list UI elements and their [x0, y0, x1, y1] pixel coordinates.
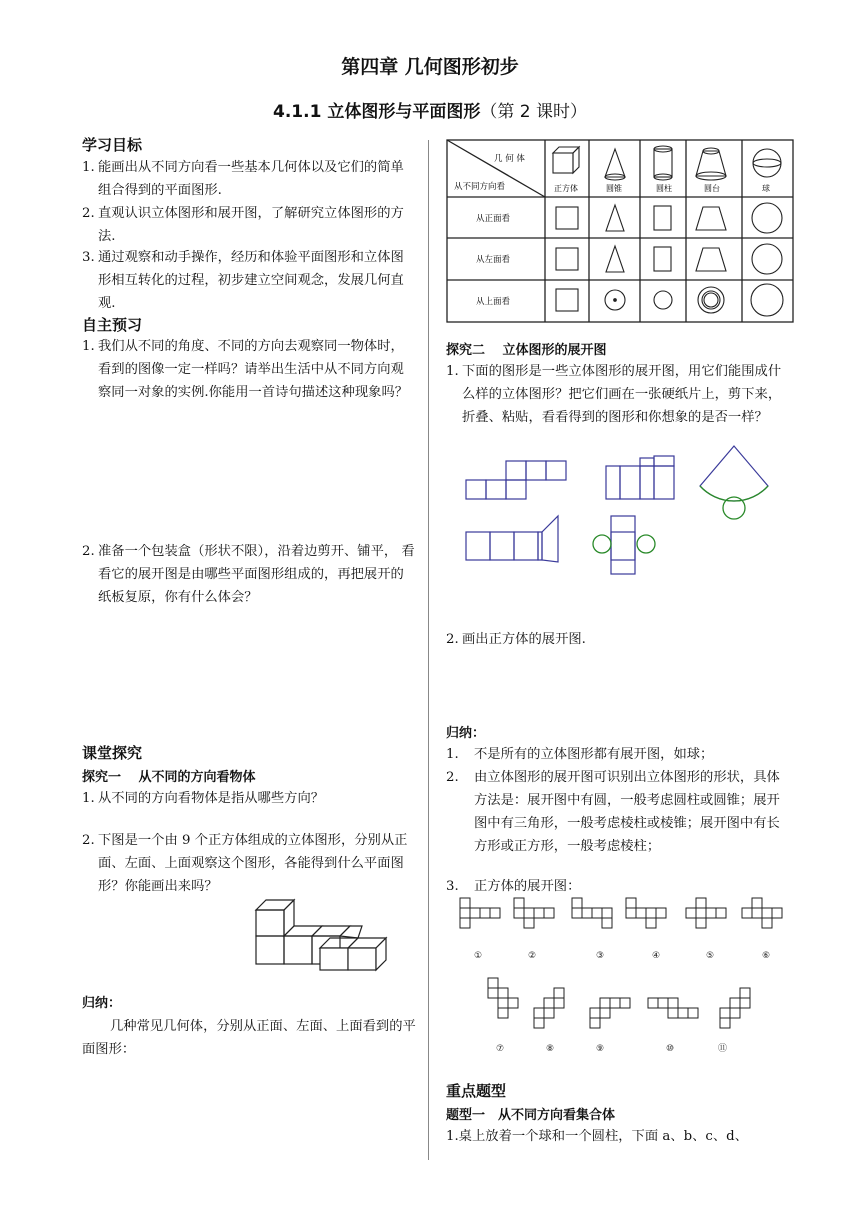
explore1-text: 下图是一个由 9 个正方体组成的立体图形，分别从正面、左面、上面观察这个图形，各能得到什么平面图形？你能画出来吗？ — [98, 833, 408, 894]
net-label: ⑦ — [496, 1044, 505, 1054]
explore1-item-1 — [82, 787, 416, 810]
key-types-heading: 重点题型 — [446, 1082, 507, 1100]
net-label: ④ — [652, 951, 661, 961]
solid-icons — [553, 146, 781, 180]
summary-num: 3. — [446, 879, 459, 894]
preview-text: 我们从不同的角度、不同的方向去观察同一物体时，看到的图像一定一样吗？请举出生活中从不同方向观察同一对象的实例.你能用一首诗句描述这种现象吗？ — [98, 339, 409, 400]
lesson-title-text: 4.1.1 立体图形与平面图形 — [273, 102, 481, 122]
net-label: ② — [528, 951, 537, 961]
cube-nets-figure — [456, 896, 790, 1058]
col-label-cylinder: 圆柱 — [656, 184, 672, 193]
row-label-top: 从上面看 — [476, 297, 511, 307]
objective-text: 能画出从不同方向看一些基本几何体以及它们的简单组合得到的平面图形. — [98, 160, 404, 198]
summary-text: 由立体图形的展开图可识别出立体图形的形状，具体方法是：展开图中有圆，一般考虑圆柱或圆锥；展开图中有三角形，一般考虑棱柱或棱锥；展开图中有长方形或正方形，一般考虑棱柱； — [474, 770, 780, 854]
objective-text: 直观认识立体图形和展开图，了解研究立体图形的方法. — [98, 206, 404, 244]
right-summary-item-3 — [446, 875, 786, 898]
preview-text: 准备一个包装盒（形状不限），沿着边剪开、铺平， 看看它的展开图是由哪些平面图形组成的，再把展开的纸板复原，你有什么体会？ — [98, 544, 415, 605]
cube-solid-figure — [250, 892, 400, 972]
left-summary-label: 归纳： — [82, 996, 122, 1011]
key-question-1: 1.桌上放着一个球和一个圆柱，下面 a、b、c、d、 — [446, 1129, 748, 1144]
preview-item-2 — [82, 540, 416, 609]
objective-num: 3. — [82, 250, 95, 265]
net-label: ⑩ — [666, 1044, 675, 1054]
net-label: ⑨ — [596, 1044, 605, 1054]
net-label: ⑪ — [718, 1044, 728, 1054]
right-summary-item-1 — [446, 743, 786, 766]
row-label-front: 从正面看 — [476, 214, 511, 224]
objective-num: 1. — [82, 160, 95, 175]
chapter-title: 第四章 几何图形初步 — [341, 56, 519, 78]
summary-text: 不是所有的立体图形都有展开图，如球； — [474, 747, 714, 762]
explore1-text: 从不同的方向看物体是指从哪些方向？ — [98, 791, 325, 806]
objective-item-2 — [82, 202, 416, 248]
explore2-text: 画出正方体的展开图. — [462, 632, 586, 647]
row-label-left: 从左面看 — [476, 255, 511, 265]
net-label: ③ — [596, 951, 605, 961]
right-summary-label: 归纳： — [446, 726, 486, 741]
explore2-num: 1. — [446, 364, 459, 379]
view-shapes — [556, 203, 783, 316]
objectives-heading: 学习目标 — [82, 136, 143, 154]
net-label: ⑧ — [546, 1044, 555, 1054]
summary-num: 1. — [446, 747, 459, 762]
summary-text: 正方体的展开图： — [474, 879, 581, 894]
explore1-num: 2. — [82, 833, 95, 848]
lesson-title — [0, 97, 860, 122]
objective-item-1 — [82, 156, 416, 202]
views-table — [446, 139, 794, 323]
preview-heading: 自主预习 — [82, 316, 143, 334]
objective-num: 2. — [82, 206, 95, 221]
table-corner-top: 几 何 体 — [494, 154, 525, 164]
col-label-cone: 圆锥 — [606, 184, 622, 193]
lesson-period: （第 2 课时） — [480, 102, 587, 122]
explore2-item-1 — [446, 360, 786, 429]
type1-heading: 题型一 从不同方向看集合体 — [446, 1108, 616, 1123]
explore2-heading: 探究二 立体图形的展开图 — [446, 343, 607, 358]
preview-num: 1. — [82, 339, 95, 354]
summary-num: 2. — [446, 770, 459, 785]
preview-item-1 — [82, 335, 416, 404]
explore2-text: 下面的图形是一些立体图形的展开图，用它们能围成什么样的立体图形？把它们画在一张硬纸片上，剪下来，折叠、粘贴，看看得到的图形和你想象的是否一样？ — [462, 364, 782, 425]
objective-item-3 — [82, 246, 416, 315]
table-corner-bottom: 从不同方向看 — [454, 182, 506, 192]
explore1-heading: 探究一 从不同的方向看物体 — [82, 770, 256, 785]
col-label-frustum: 圆台 — [704, 184, 720, 193]
preview-num: 2. — [82, 544, 95, 559]
explore1-item-2 — [82, 829, 416, 898]
col-label-cube: 正方体 — [554, 184, 578, 193]
explore2-num: 2. — [446, 632, 459, 647]
column-divider — [428, 140, 429, 1160]
net-figures — [460, 440, 780, 582]
net-label: ⑥ — [762, 951, 771, 961]
left-summary-text: 几种常见几何体，分别从正面、左面、上面看到的平面图形： — [82, 1019, 416, 1057]
objective-text: 通过观察和动手操作，经历和体验平面图形和立体图形相互转化的过程，初步建立空间观念，发展几何直观. — [98, 250, 404, 311]
right-summary-item-2 — [446, 766, 786, 858]
explore1-num: 1. — [82, 791, 95, 806]
explore2-item-2 — [446, 628, 786, 651]
net-label: ① — [474, 951, 483, 961]
class-explore-heading: 课堂探究 — [82, 744, 143, 762]
col-label-sphere: 球 — [762, 184, 770, 193]
net-label: ⑤ — [706, 951, 715, 961]
